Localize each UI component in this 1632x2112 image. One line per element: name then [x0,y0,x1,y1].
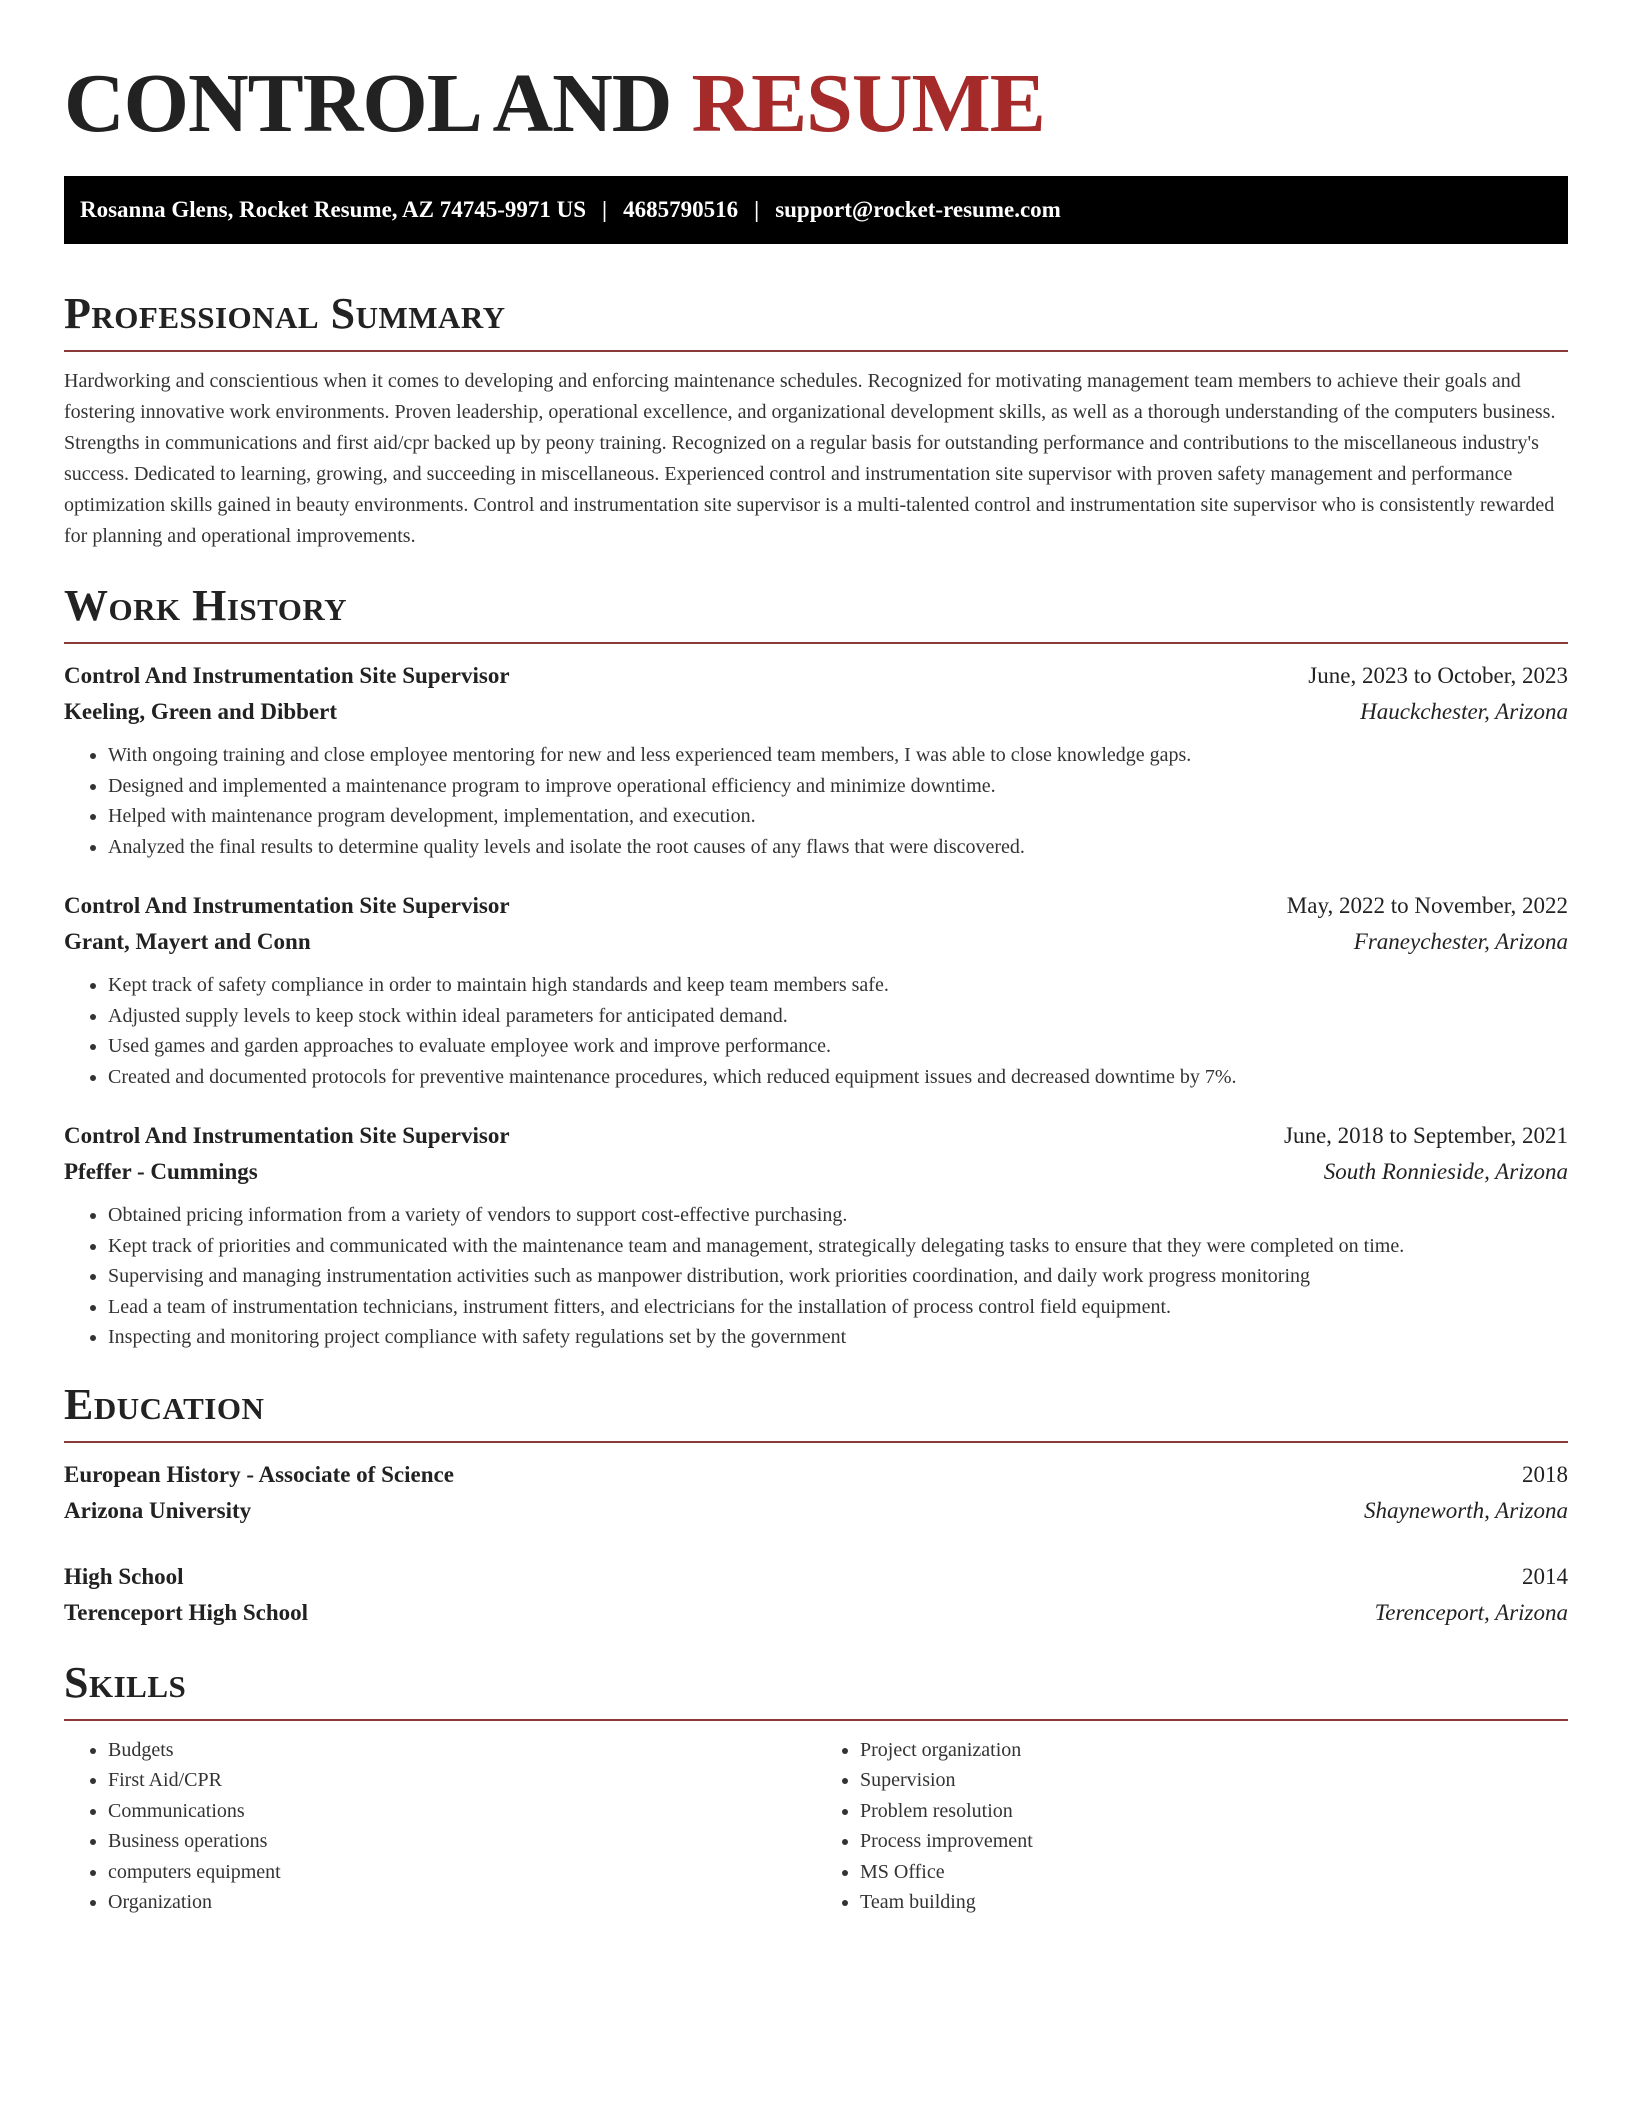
list-item: • Created and documented protocols for preventive maintenance procedures, which reduced equipment issues and decreased downtime by 7%. [108,1062,1568,1093]
section-divider [64,350,1568,352]
work-heading: Work History [64,581,348,630]
education-location: Shayneworth, Arizona [1363,1497,1568,1523]
education-year: 2014 [1522,1563,1568,1589]
job-company: Pfeffer - Cummings [64,1159,258,1184]
education-school-row [64,1595,1568,1631]
section-divider [64,1441,1568,1443]
contact-email: support@rocket-resume.com [775,197,1061,222]
job-bullets [64,740,1568,862]
list-item: • Adjusted supply levels to keep stock within ideal parameters for anticipated demand. [108,1001,1568,1032]
education-school: Terenceport High School [64,1599,309,1625]
list-item: • Designed and implemented a maintenance program to improve operational efficiency and minimize downtime. [108,771,1568,802]
summary-heading: Professional Summary [64,289,506,338]
skills-list [816,1735,1568,1918]
job-dates: May, 2022 to November, 2022 [1286,893,1568,918]
job-title: Control And Instrumentation Site Supervisor [64,1123,510,1148]
education-entry [64,1559,1568,1631]
job-dates: June, 2023 to October, 2023 [1308,663,1568,688]
skills-list [64,1735,816,1918]
job-company-row [64,924,1568,960]
job-entry [64,888,1568,1092]
skills-column-left [64,1735,816,1918]
list-item: • Analyzed the final results to determine quality levels and isolate the root causes of any flaws that were discovered. [108,832,1568,863]
education-entry [64,1457,1568,1529]
skill-item: • Project organization [860,1735,1568,1766]
skill-item: • MS Office [860,1857,1568,1888]
job-header-row [64,1118,1568,1154]
list-item: • Used games and garden approaches to evaluate employee work and improve performance. [108,1031,1568,1062]
list-item: • Supervising and managing instrumentation activities such as manpower distribution, work priorities coordination, and daily work progress monitoring [108,1261,1568,1292]
contact-separator: | [754,197,760,222]
job-company-row [64,694,1568,730]
education-heading: Education [64,1379,265,1429]
section-divider [64,642,1568,644]
education-degree-row [64,1457,1568,1493]
skill-item: • Problem resolution [860,1796,1568,1827]
job-location: South Ronnieside, Arizona [1323,1159,1568,1184]
list-item: • Lead a team of instrumentation technicians, instrument fitters, and electricians for the installation of process control field equipment. [108,1292,1568,1323]
skills-section [64,1657,1568,1918]
job-entry [64,1118,1568,1353]
job-bullets [64,970,1568,1092]
skill-item: • Process improvement [860,1826,1568,1857]
skill-item: • Team building [860,1887,1568,1918]
job-title: Control And Instrumentation Site Supervisor [64,893,510,918]
job-bullets [64,1200,1568,1353]
education-degree-row [64,1559,1568,1595]
skill-item: • Budgets [108,1735,816,1766]
job-title: Control And Instrumentation Site Supervisor [64,663,510,688]
list-item: • Inspecting and monitoring project compliance with safety regulations set by the government [108,1322,1568,1353]
skills-heading: Skills [64,1657,187,1707]
job-header-row [64,658,1568,694]
contact-phone: 4685790516 [623,197,739,222]
skill-item: • Organization [108,1887,816,1918]
education-school-row [64,1493,1568,1529]
list-item: • Helped with maintenance program development, implementation, and execution. [108,801,1568,832]
education-year: 2018 [1522,1461,1568,1487]
list-item: • Kept track of priorities and communicated with the maintenance team and management, strategically delegating tasks to ensure that they were completed on time. [108,1231,1568,1262]
list-item: • Obtained pricing information from a variety of vendors to support cost-effective purchasing. [108,1200,1568,1231]
job-entry [64,658,1568,862]
contact-address: Rosanna Glens, Rocket Resume, AZ 74745-9971 US [80,197,587,222]
job-location: Franeychester, Arizona [1353,929,1568,954]
skill-item: • Communications [108,1796,816,1827]
education-location: Terenceport, Arizona [1374,1599,1568,1625]
job-company: Grant, Mayert and Conn [64,929,311,954]
list-item: • With ongoing training and close employee mentoring for new and less experienced team members, I was able to close knowledge gaps. [108,740,1568,771]
contact-separator: | [602,197,608,222]
education-degree: European History - Associate of Science [64,1461,454,1487]
summary-section [64,288,1568,552]
education-section [64,1379,1568,1631]
summary-text: Hardworking and conscientious when it comes to developing and enforcing maintenance schedules. Recognized for motivating management team members to achieve their goals and fostering innovative work environments. Proven leadership, operational excellence, and organizational development skills, as well as a thorough understanding of the computers business. Strengths in communications and first aid/cpr backed up by peony training. Recognized on a regular basis for outstanding performance and contributions to the miscellaneous industry's success. Dedicated to learning, growing, and succeeding in miscellaneous. Experienced control and instrumentation site supervisor with proven safety management and performance optimization skills gained in beauty environments. Control and instrumentation site supervisor is a multi-talented control and instrumentation site supervisor who is consistently rewarded for planning and operational improvements. [64,370,1556,547]
skill-item: • computers equipment [108,1857,816,1888]
skills-column-right [816,1735,1568,1918]
job-dates: June, 2018 to September, 2021 [1284,1123,1568,1148]
work-section [64,580,1568,1353]
job-company-row [64,1154,1568,1190]
resume-title [64,56,1568,152]
skill-item: • Business operations [108,1826,816,1857]
skill-item: • First Aid/CPR [108,1765,816,1796]
title-main: CONTROL AND [64,57,672,150]
education-degree: High School [64,1563,184,1589]
job-location: Hauckchester, Arizona [1360,699,1568,724]
job-header-row [64,888,1568,924]
title-accent: RESUME [691,57,1045,150]
skill-item: • Supervision [860,1765,1568,1796]
job-company: Keeling, Green and Dibbert [64,699,338,724]
section-divider [64,1719,1568,1721]
education-school: Arizona University [64,1497,252,1523]
contact-bar [64,176,1568,244]
list-item: • Kept track of safety compliance in order to maintain high standards and keep team members safe. [108,970,1568,1001]
skills-grid [64,1735,1568,1918]
